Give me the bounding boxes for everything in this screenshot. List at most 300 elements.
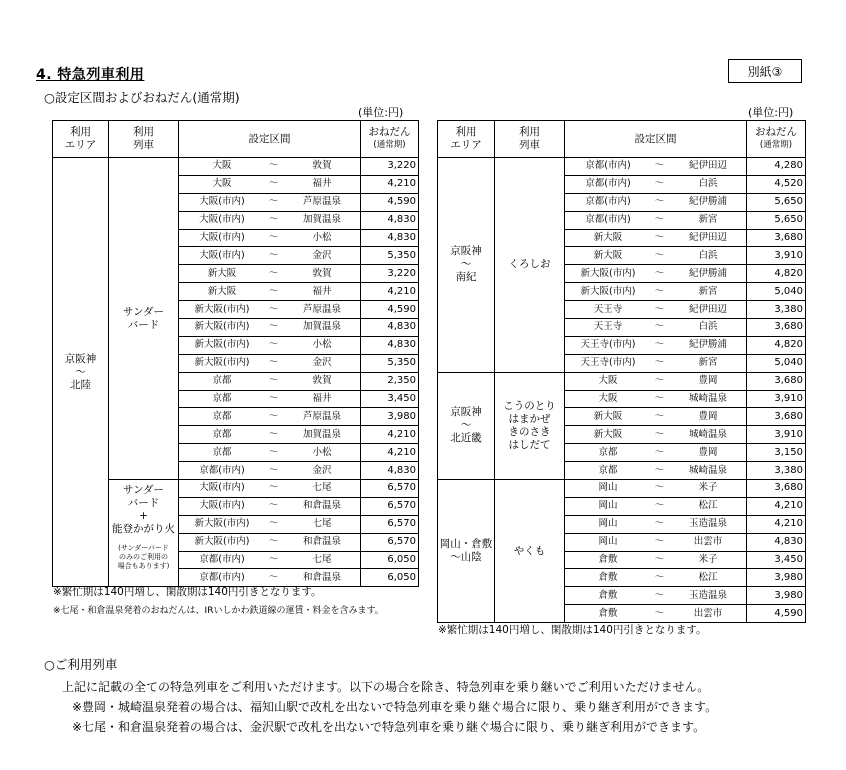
wave-separator: 〜 — [654, 464, 665, 476]
section-cell — [179, 372, 361, 390]
wave-separator: 〜 — [268, 518, 279, 530]
wave-separator: 〜 — [654, 393, 665, 405]
section-cell — [565, 372, 747, 390]
section-route — [565, 303, 746, 317]
wave-separator: 〜 — [654, 554, 665, 566]
section-route — [565, 607, 746, 621]
price-cell: 2,350 — [361, 372, 419, 390]
col-header-price-sub: (通常期) — [373, 140, 406, 150]
col-header-price — [747, 121, 806, 158]
section-route — [179, 464, 360, 478]
section-cell — [179, 229, 361, 247]
from-station: 新大阪(市内) — [194, 357, 250, 369]
price-cell: 6,570 — [361, 533, 419, 551]
section-cell — [179, 265, 361, 283]
price-cell: 3,380 — [747, 301, 806, 319]
section-cell — [179, 301, 361, 319]
section-route — [179, 231, 360, 245]
to-station: 出雲市 — [693, 607, 723, 619]
section-cell — [179, 515, 361, 533]
wave-separator: 〜 — [654, 232, 665, 243]
section-cell — [565, 265, 747, 283]
area-cell: 岡山・倉敷 〜山陰 — [438, 480, 495, 623]
wave-separator: 〜 — [268, 178, 279, 190]
price-cell: 3,910 — [747, 390, 806, 408]
to-station: 福井 — [312, 178, 332, 190]
to-station: 敦賀 — [312, 160, 332, 172]
to-station: 芦原温泉 — [302, 196, 341, 208]
train-cell: くろしお — [495, 158, 565, 373]
price-cell: 4,210 — [361, 283, 419, 301]
to-station: 米子 — [698, 482, 718, 494]
table-row — [53, 158, 419, 176]
to-station: 小松 — [312, 446, 332, 458]
section-route — [565, 499, 746, 513]
to-station: 七尾 — [312, 518, 332, 530]
price-cell: 5,350 — [361, 247, 419, 265]
price-cell: 3,220 — [361, 158, 419, 176]
section-route — [565, 392, 746, 406]
section-route — [179, 517, 360, 531]
section-route — [179, 535, 360, 549]
wave-separator: 〜 — [654, 428, 665, 440]
section-route — [565, 356, 746, 370]
to-station: 加賀温泉 — [302, 321, 341, 333]
attachment-label: 別紙③ — [728, 59, 802, 83]
section-cell — [565, 175, 747, 193]
wave-separator: 〜 — [268, 214, 279, 226]
from-station: 京都(市内) — [585, 196, 631, 208]
from-station: 大阪(市内) — [199, 482, 245, 494]
section-route — [565, 428, 746, 442]
wave-separator: 〜 — [268, 196, 279, 208]
price-cell: 4,590 — [361, 193, 419, 211]
usage-heading: ○ご利用列車 — [44, 657, 118, 672]
price-cell: 4,830 — [361, 211, 419, 229]
section-route — [565, 338, 746, 352]
section-route — [565, 464, 746, 478]
section-route — [565, 535, 746, 549]
to-station: 豊岡 — [698, 410, 718, 422]
wave-separator: 〜 — [654, 607, 665, 619]
wave-separator: 〜 — [654, 446, 665, 458]
col-header-train: 利用 列車 — [109, 121, 179, 158]
to-station: 新宮 — [698, 214, 718, 226]
section-route — [565, 374, 746, 388]
section-cell — [565, 283, 747, 301]
wave-separator: 〜 — [268, 321, 279, 333]
to-station: 白浜 — [698, 249, 718, 261]
section-route — [565, 249, 746, 263]
price-cell: 6,050 — [361, 569, 419, 587]
section-route — [565, 446, 746, 460]
wave-separator: 〜 — [654, 285, 665, 297]
section-route — [179, 303, 360, 317]
to-station: 和倉温泉 — [302, 500, 341, 512]
wave-separator: 〜 — [654, 410, 665, 422]
section-cell — [179, 444, 361, 462]
to-station: 芦原温泉 — [302, 410, 341, 422]
section-route — [179, 159, 360, 173]
section-route — [179, 338, 360, 352]
wave-separator: 〜 — [654, 536, 665, 548]
section-route — [565, 553, 746, 567]
col-header-section: 設定区間 — [179, 121, 361, 158]
wave-separator: 〜 — [654, 375, 665, 387]
to-station: 玉造温泉 — [688, 518, 727, 530]
section-route — [565, 589, 746, 603]
to-station: 七尾 — [312, 554, 332, 566]
from-station: 京都(市内) — [199, 464, 245, 476]
to-station: 松江 — [698, 571, 718, 583]
area-cell: 京阪神 〜 北陸 — [53, 158, 109, 587]
section-cell — [565, 515, 747, 533]
to-station: 城崎温泉 — [688, 464, 727, 476]
to-station: 紀伊勝浦 — [688, 267, 727, 279]
price-cell: 4,590 — [361, 301, 419, 319]
to-station: 城崎温泉 — [688, 393, 727, 405]
from-station: 大阪(市内) — [199, 249, 245, 261]
to-station: 紀伊田辺 — [688, 160, 727, 172]
wave-separator: 〜 — [268, 267, 279, 279]
col-header-area: 利用 エリア — [438, 121, 495, 158]
section-cell — [565, 480, 747, 498]
table-row — [438, 372, 806, 390]
section-cell — [179, 462, 361, 480]
area-cell: 京阪神 〜 北近畿 — [438, 372, 495, 479]
from-station: 京都 — [212, 393, 232, 405]
section-cell — [565, 211, 747, 229]
to-station: 芦原温泉 — [302, 303, 341, 315]
to-station: 和倉温泉 — [302, 536, 341, 548]
section-route — [179, 374, 360, 388]
from-station: 京都(市内) — [199, 571, 245, 583]
section-route — [565, 481, 746, 495]
price-cell: 3,450 — [747, 551, 806, 569]
from-station: 京都 — [598, 464, 618, 476]
section-route — [179, 571, 360, 585]
col-header-price-label: おねだん — [755, 126, 797, 138]
price-cell: 3,450 — [361, 390, 419, 408]
section-route — [179, 213, 360, 227]
section-cell — [565, 497, 747, 515]
section-cell — [565, 444, 747, 462]
price-cell: 6,050 — [361, 551, 419, 569]
section-route — [565, 410, 746, 424]
price-cell: 4,210 — [361, 426, 419, 444]
wave-separator: 〜 — [654, 214, 665, 226]
price-cell: 4,820 — [747, 265, 806, 283]
wave-separator: 〜 — [268, 232, 279, 243]
from-station: 倉敷 — [598, 554, 618, 566]
from-station: 天王寺(市内) — [580, 357, 636, 369]
section-route — [565, 571, 746, 585]
section-route — [179, 177, 360, 191]
section-route — [179, 481, 360, 495]
from-station: 京都 — [212, 446, 232, 458]
from-station: 天王寺 — [593, 303, 623, 315]
area-cell: 京阪神 〜 南紀 — [438, 158, 495, 373]
section-cell — [179, 211, 361, 229]
wave-separator: 〜 — [268, 303, 279, 315]
to-station: 白浜 — [698, 178, 718, 190]
col-header-price-sub: (通常期) — [759, 140, 793, 150]
section-cell — [179, 497, 361, 515]
to-station: 松江 — [698, 500, 718, 512]
section-cell — [565, 336, 747, 354]
to-station: 新宮 — [698, 357, 718, 369]
col-header-price — [361, 121, 419, 158]
price-cell: 4,830 — [361, 229, 419, 247]
to-station: 米子 — [698, 554, 718, 566]
wave-separator: 〜 — [268, 428, 279, 440]
to-station: 紀伊田辺 — [688, 303, 727, 315]
price-cell: 3,980 — [747, 587, 806, 605]
section-cell — [565, 569, 747, 587]
from-station: 京都 — [212, 410, 232, 422]
to-station: 加賀温泉 — [302, 214, 341, 226]
from-station: 天王寺(市内) — [580, 339, 636, 351]
to-station: 豊岡 — [698, 375, 718, 387]
from-station: 新大阪 — [593, 428, 623, 440]
wave-separator: 〜 — [268, 554, 279, 566]
price-cell: 4,830 — [361, 319, 419, 337]
section-route — [179, 195, 360, 209]
section-cell — [179, 247, 361, 265]
col-header-price-label: おねだん — [368, 126, 411, 138]
right-note-season: ※繁忙期は140円増し、閑散期は140円引きとなります。 — [438, 624, 707, 636]
usage-line-1: 上記に記載の全ての特急列車をご利用いただけます。以下の場合を除き、特急列車を乗り継いでご利用いただけません。 — [62, 680, 710, 694]
to-station: 豊岡 — [698, 446, 718, 458]
price-cell: 4,210 — [747, 497, 806, 515]
to-station: 金沢 — [312, 357, 332, 369]
wave-separator: 〜 — [654, 571, 665, 583]
from-station: 新大阪 — [593, 249, 623, 261]
from-station: 大阪(市内) — [199, 232, 245, 243]
price-cell: 4,520 — [747, 175, 806, 193]
section-cell — [179, 426, 361, 444]
from-station: 大阪 — [598, 375, 618, 387]
from-station: 岡山 — [598, 500, 618, 512]
price-cell: 4,830 — [747, 533, 806, 551]
section-cell — [179, 283, 361, 301]
from-station: 大阪 — [212, 160, 232, 172]
price-cell: 3,680 — [747, 480, 806, 498]
from-station: 大阪(市内) — [199, 196, 245, 208]
price-cell: 4,820 — [747, 336, 806, 354]
to-station: 和倉温泉 — [302, 571, 341, 583]
section-route — [179, 392, 360, 406]
price-cell: 4,590 — [747, 605, 806, 623]
subtitle: ○設定区間およびおねだん(通常期) — [44, 90, 240, 105]
wave-separator: 〜 — [268, 375, 279, 387]
to-station: 金沢 — [312, 464, 332, 476]
wave-separator: 〜 — [268, 285, 279, 297]
wave-separator: 〜 — [268, 446, 279, 458]
price-cell: 6,570 — [361, 480, 419, 498]
price-cell: 5,040 — [747, 283, 806, 301]
price-cell: 3,150 — [747, 444, 806, 462]
section-cell — [179, 354, 361, 372]
from-station: 京都 — [212, 428, 232, 440]
price-cell: 6,570 — [361, 515, 419, 533]
from-station: 大阪(市内) — [199, 500, 245, 512]
from-station: 新大阪 — [207, 267, 237, 279]
section-cell — [179, 175, 361, 193]
from-station: 大阪 — [212, 178, 232, 190]
section-cell — [565, 587, 747, 605]
from-station: 新大阪 — [593, 232, 623, 243]
price-cell: 4,210 — [361, 175, 419, 193]
section-cell — [565, 408, 747, 426]
to-station: 福井 — [312, 285, 332, 297]
to-station: 白浜 — [698, 321, 718, 333]
section-route — [565, 320, 746, 334]
section-cell — [565, 247, 747, 265]
section-route — [179, 446, 360, 460]
wave-separator: 〜 — [654, 321, 665, 333]
train-cell: こうのとり はまかぜ きのさき はしだて — [495, 372, 565, 479]
from-station: 倉敷 — [598, 571, 618, 583]
from-station: 大阪 — [598, 393, 618, 405]
section-route — [565, 195, 746, 209]
from-station: 新大阪(市内) — [580, 285, 636, 297]
to-station: 敦賀 — [312, 267, 332, 279]
section-route — [565, 177, 746, 191]
wave-separator: 〜 — [268, 249, 279, 261]
price-cell: 3,910 — [747, 426, 806, 444]
to-station: 小松 — [312, 232, 332, 243]
wave-separator: 〜 — [268, 160, 279, 172]
train-cell — [109, 480, 179, 587]
section-route — [179, 499, 360, 513]
section-route — [179, 267, 360, 281]
section-cell — [565, 605, 747, 623]
price-cell: 4,830 — [361, 462, 419, 480]
section-cell — [179, 158, 361, 176]
wave-separator: 〜 — [654, 357, 665, 369]
wave-separator: 〜 — [268, 357, 279, 369]
to-station: 金沢 — [312, 249, 332, 261]
section-cell — [179, 319, 361, 337]
unit-label-left: (単位:円) — [358, 106, 404, 119]
from-station: 倉敷 — [598, 589, 618, 601]
right-fare-table — [437, 120, 806, 623]
wave-separator: 〜 — [654, 500, 665, 512]
section-route — [565, 231, 746, 245]
section-route — [179, 285, 360, 299]
section-cell — [565, 319, 747, 337]
section-cell — [565, 193, 747, 211]
from-station: 岡山 — [598, 482, 618, 494]
price-cell: 4,210 — [361, 444, 419, 462]
to-station: 城崎温泉 — [688, 428, 727, 440]
wave-separator: 〜 — [654, 303, 665, 315]
to-station: 玉造温泉 — [688, 589, 727, 601]
price-cell: 4,830 — [361, 336, 419, 354]
from-station: 天王寺 — [593, 321, 623, 333]
usage-line-2: ※豊岡・城崎温泉発着の場合は、福知山駅で改札を出ないで特急列車を乗り継ぐ場合に限り、乗り継ぎ利用ができます。 — [72, 700, 718, 714]
section-cell — [565, 354, 747, 372]
col-header-train: 利用 列車 — [495, 121, 565, 158]
to-station: 紀伊勝浦 — [688, 339, 727, 351]
wave-separator: 〜 — [268, 536, 279, 548]
wave-separator: 〜 — [268, 393, 279, 405]
to-station: 敦賀 — [312, 375, 332, 387]
from-station: 大阪(市内) — [199, 214, 245, 226]
from-station: 新大阪(市内) — [580, 267, 636, 279]
section-cell — [565, 462, 747, 480]
section-route — [179, 410, 360, 424]
from-station: 京都 — [598, 446, 618, 458]
from-station: 京都(市内) — [199, 554, 245, 566]
wave-separator: 〜 — [654, 160, 665, 172]
price-cell: 5,650 — [747, 211, 806, 229]
price-cell: 4,210 — [747, 515, 806, 533]
from-station: 新大阪 — [207, 285, 237, 297]
section-route — [565, 159, 746, 173]
from-station: 新大阪(市内) — [194, 339, 250, 351]
section-cell — [565, 551, 747, 569]
wave-separator: 〜 — [654, 196, 665, 208]
from-station: 新大阪(市内) — [194, 321, 250, 333]
from-station: 京都(市内) — [585, 178, 631, 190]
wave-separator: 〜 — [654, 178, 665, 190]
price-cell: 5,650 — [747, 193, 806, 211]
to-station: 小松 — [312, 339, 332, 351]
table-row — [438, 158, 806, 176]
section-cell — [179, 390, 361, 408]
section-cell — [565, 533, 747, 551]
section-route — [565, 285, 746, 299]
price-cell: 5,040 — [747, 354, 806, 372]
to-station: 七尾 — [312, 482, 332, 494]
section-cell — [179, 551, 361, 569]
section-route — [179, 428, 360, 442]
price-cell: 6,570 — [361, 497, 419, 515]
section-route — [179, 356, 360, 370]
to-station: 加賀温泉 — [302, 428, 341, 440]
section-route — [565, 267, 746, 281]
wave-separator: 〜 — [268, 339, 279, 351]
wave-separator: 〜 — [268, 410, 279, 422]
to-station: 福井 — [312, 393, 332, 405]
train-cell: サンダー バード — [109, 158, 179, 480]
wave-separator: 〜 — [654, 482, 665, 494]
section-cell — [179, 408, 361, 426]
from-station: 倉敷 — [598, 607, 618, 619]
from-station: 岡山 — [598, 518, 618, 530]
wave-separator: 〜 — [654, 339, 665, 351]
price-cell: 5,350 — [361, 354, 419, 372]
to-station: 紀伊田辺 — [688, 232, 727, 243]
wave-separator: 〜 — [654, 589, 665, 601]
wave-separator: 〜 — [268, 482, 279, 494]
section-cell — [179, 193, 361, 211]
section-cell — [565, 158, 747, 176]
to-station: 紀伊勝浦 — [688, 196, 727, 208]
price-cell: 3,980 — [361, 408, 419, 426]
price-cell: 4,280 — [747, 158, 806, 176]
from-station: 京都 — [212, 375, 232, 387]
wave-separator: 〜 — [654, 267, 665, 279]
from-station: 岡山 — [598, 536, 618, 548]
price-cell: 3,680 — [747, 229, 806, 247]
wave-separator: 〜 — [268, 500, 279, 512]
section-cell — [565, 301, 747, 319]
section-cell — [179, 533, 361, 551]
left-note-ir-line: ※七尾・和倉温泉発着のおねだんは、IRいしかわ鉄道線の運賃・料金を含みます。 — [53, 606, 384, 616]
